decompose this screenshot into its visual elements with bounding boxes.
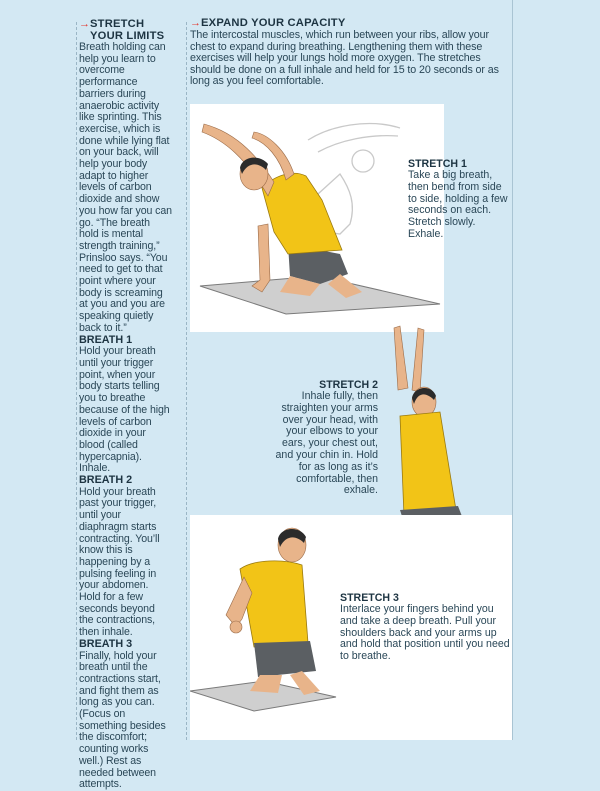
breath-3-text: Finally, hold your breath until the contractions start, and fight them as long as you can. (Focus on something besides the discomfort; counting works well.) Rest as needed between attempts. — [79, 649, 166, 791]
main-intro: The intercostal muscles, which run between your ribs, allow your chest to expand during breathing. Lengthening them with these exercises will help your lungs hold more oxygen. The stretches should be done on a full inhale and held for 15 to 20 seconds or as long as you feel comfortable. — [190, 29, 499, 88]
breath-1-title: BREATH 1 — [79, 333, 133, 346]
sidebar — [76, 18, 172, 791]
breath-2-title: BREATH 2 — [79, 474, 133, 487]
stretch-3-caption: STRETCH 3 Interlace your fingers behind you and take a deep breath. Pull your shoulders back and your arms up and hold that position until you need to breathe. — [340, 592, 510, 663]
breath-3-title: BREATH 3 — [79, 637, 133, 650]
sidebar-heading: → STRETCH YOUR LIMITS — [79, 18, 165, 42]
sidebar-intro: Breath holding can help you learn to overcome performance barriers during anaerobic activity like sprinting. This exercise, which is done while lying flat on your back, will help your body adapt to higher levels of carbon dioxide and show you how far you can go. “The breath hold is mental strength training,” Prinsloo says. “You need to get to that point where your body is screaming at you and you are speaking quietly back to it.” — [79, 41, 172, 334]
breath-2-text: Hold your breath past your trigger, until your diaphragm starts contracting. You’ll know this is happening by a pulsing feeling in your abdomen. Hold for a few seconds beyond the contractions, then inhale. — [79, 485, 160, 639]
main-heading: → EXPAND YOUR CAPACITY — [190, 17, 346, 29]
breath-1-text: Hold your breath until your trigger point, when your body starts telling you to breathe because of the high levels of carbon dioxide in your blood (called hypercapnia). Inhale. — [79, 345, 170, 475]
arrow-icon: → — [190, 17, 201, 29]
stretch-3-illustration — [190, 515, 340, 715]
stretch-1-illustration — [190, 104, 444, 332]
arrow-icon: → — [79, 18, 90, 30]
main-intro-block — [190, 17, 510, 88]
stretch-2-caption: STRETCH 2 Inhale fully, then straighten your arms over your head, with your elbows to your ears, your chest out, and your chin in. Hold for as long as it’s comfortable, then exhale. — [275, 379, 378, 497]
stretch-1-caption: STRETCH 1 Take a big breath, then bend from side to side, holding a few seconds on each. Stretch slowly. Exhale. — [408, 158, 508, 240]
